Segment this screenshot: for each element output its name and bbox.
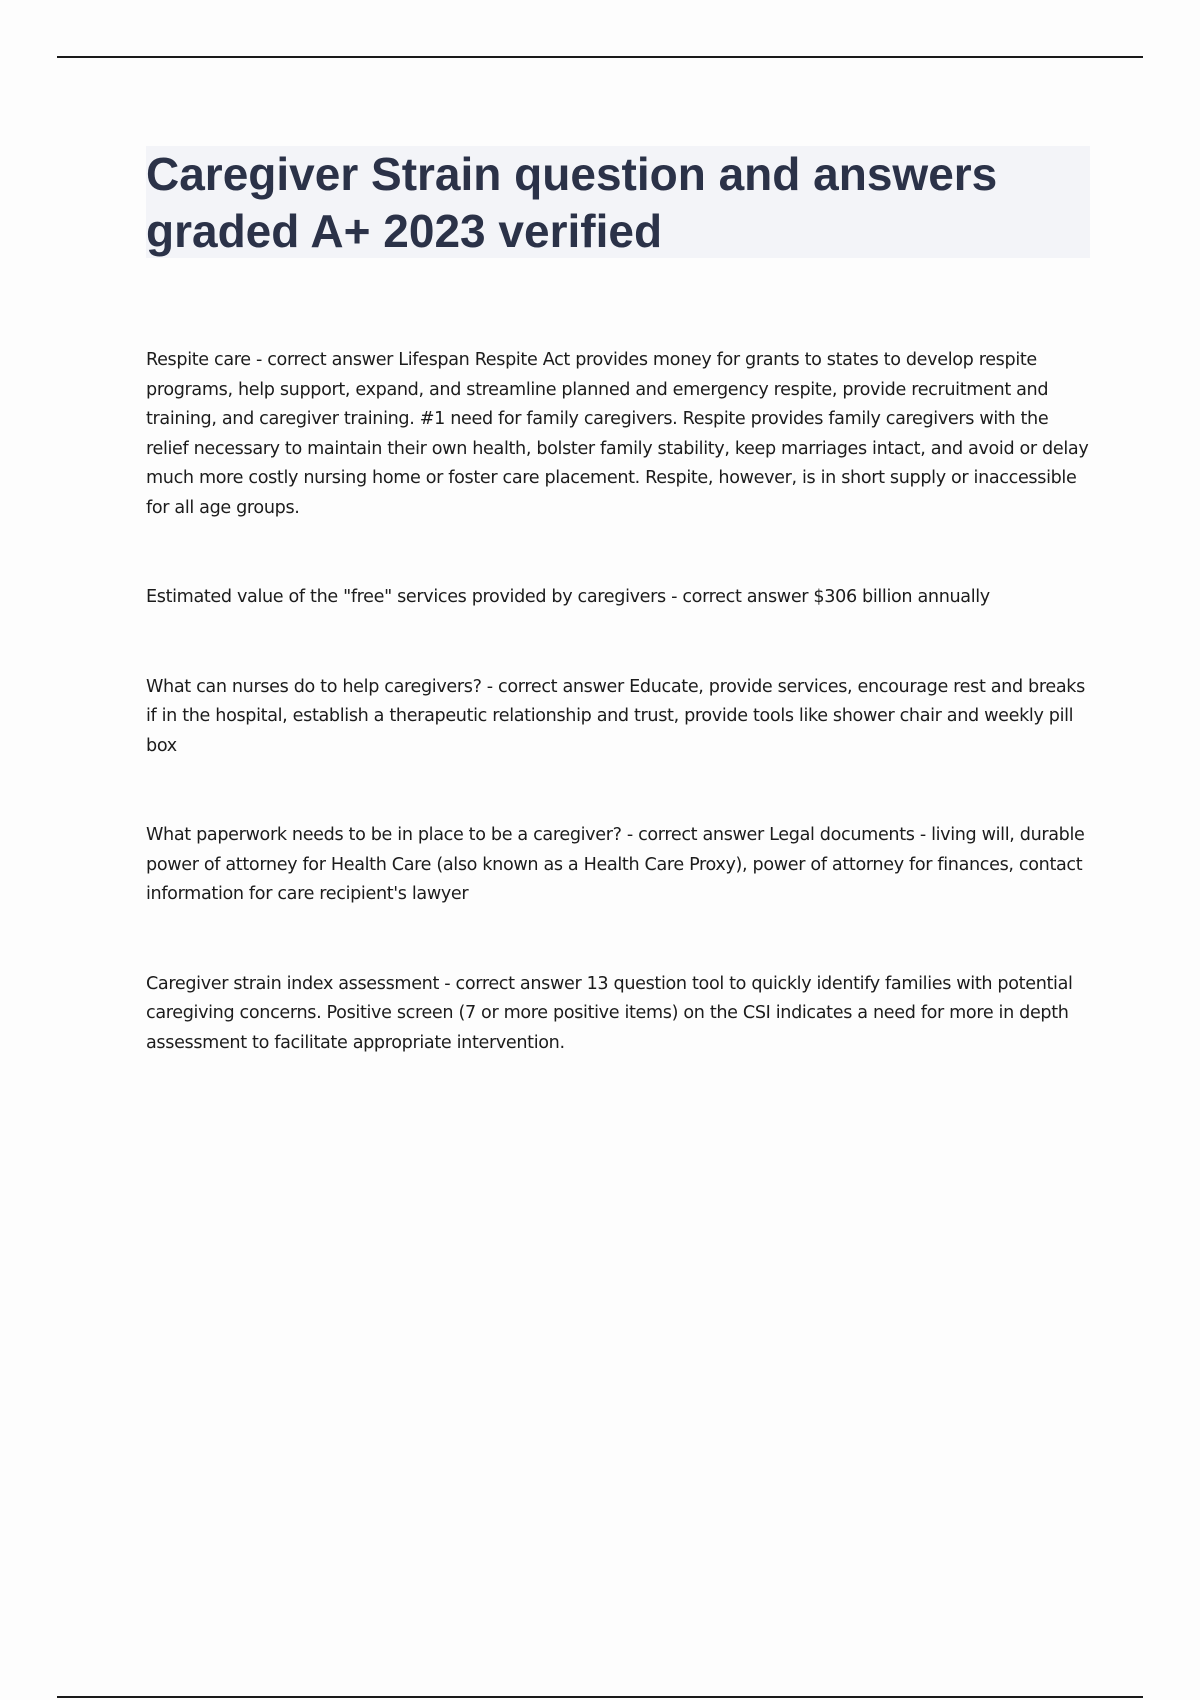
qa-entry-strain-index: Caregiver strain index assessment - correct answer 13 question tool to quickly identify families with potential caregiving concerns. Positive screen (7 or more positive items) on the CSI indicates a need for more in depth assessment to facilitate appropriate intervention.	[146, 973, 1073, 1053]
qa-entry-estimated-value: Estimated value of the "free" services provided by caregivers - correct answer $306 billion annually	[146, 587, 990, 607]
qa-list	[146, 346, 1090, 1058]
document-title: Caregiver Strain question and answers graded A+ 2023 verified	[146, 148, 998, 257]
qa-entry-respite-care: Respite care - correct answer Lifespan Respite Act provides money for grants to states to develop respite programs, help support, expand, and streamline planned and emergency respite, provide recruitment and training, and caregiver training. #1 need for family caregivers. Respite provides family caregivers with the relief necessary to maintain their own health, bolster family stability, keep marriages intact, and avoid or delay much more costly nursing home or foster care placement. Respite, however, is in short supply or inaccessible for all age groups.	[146, 350, 1089, 518]
title-block	[146, 146, 1090, 258]
footer-rule	[57, 1696, 1143, 1698]
qa-entry-paperwork: What paperwork needs to be in place to be a caregiver? - correct answer Legal documents - living will, durable power of attorney for Health Care (also known as a Health Care Proxy), power of attorney for finances, contact information for care recipient's lawyer	[146, 825, 1085, 904]
qa-entry-nurses-help: What can nurses do to help caregivers? - correct answer Educate, provide services, encourage rest and breaks if in the hospital, establish a therapeutic relationship and trust, provide tools like shower chair and weekly pill box	[146, 676, 1085, 756]
header-rule	[57, 56, 1143, 58]
